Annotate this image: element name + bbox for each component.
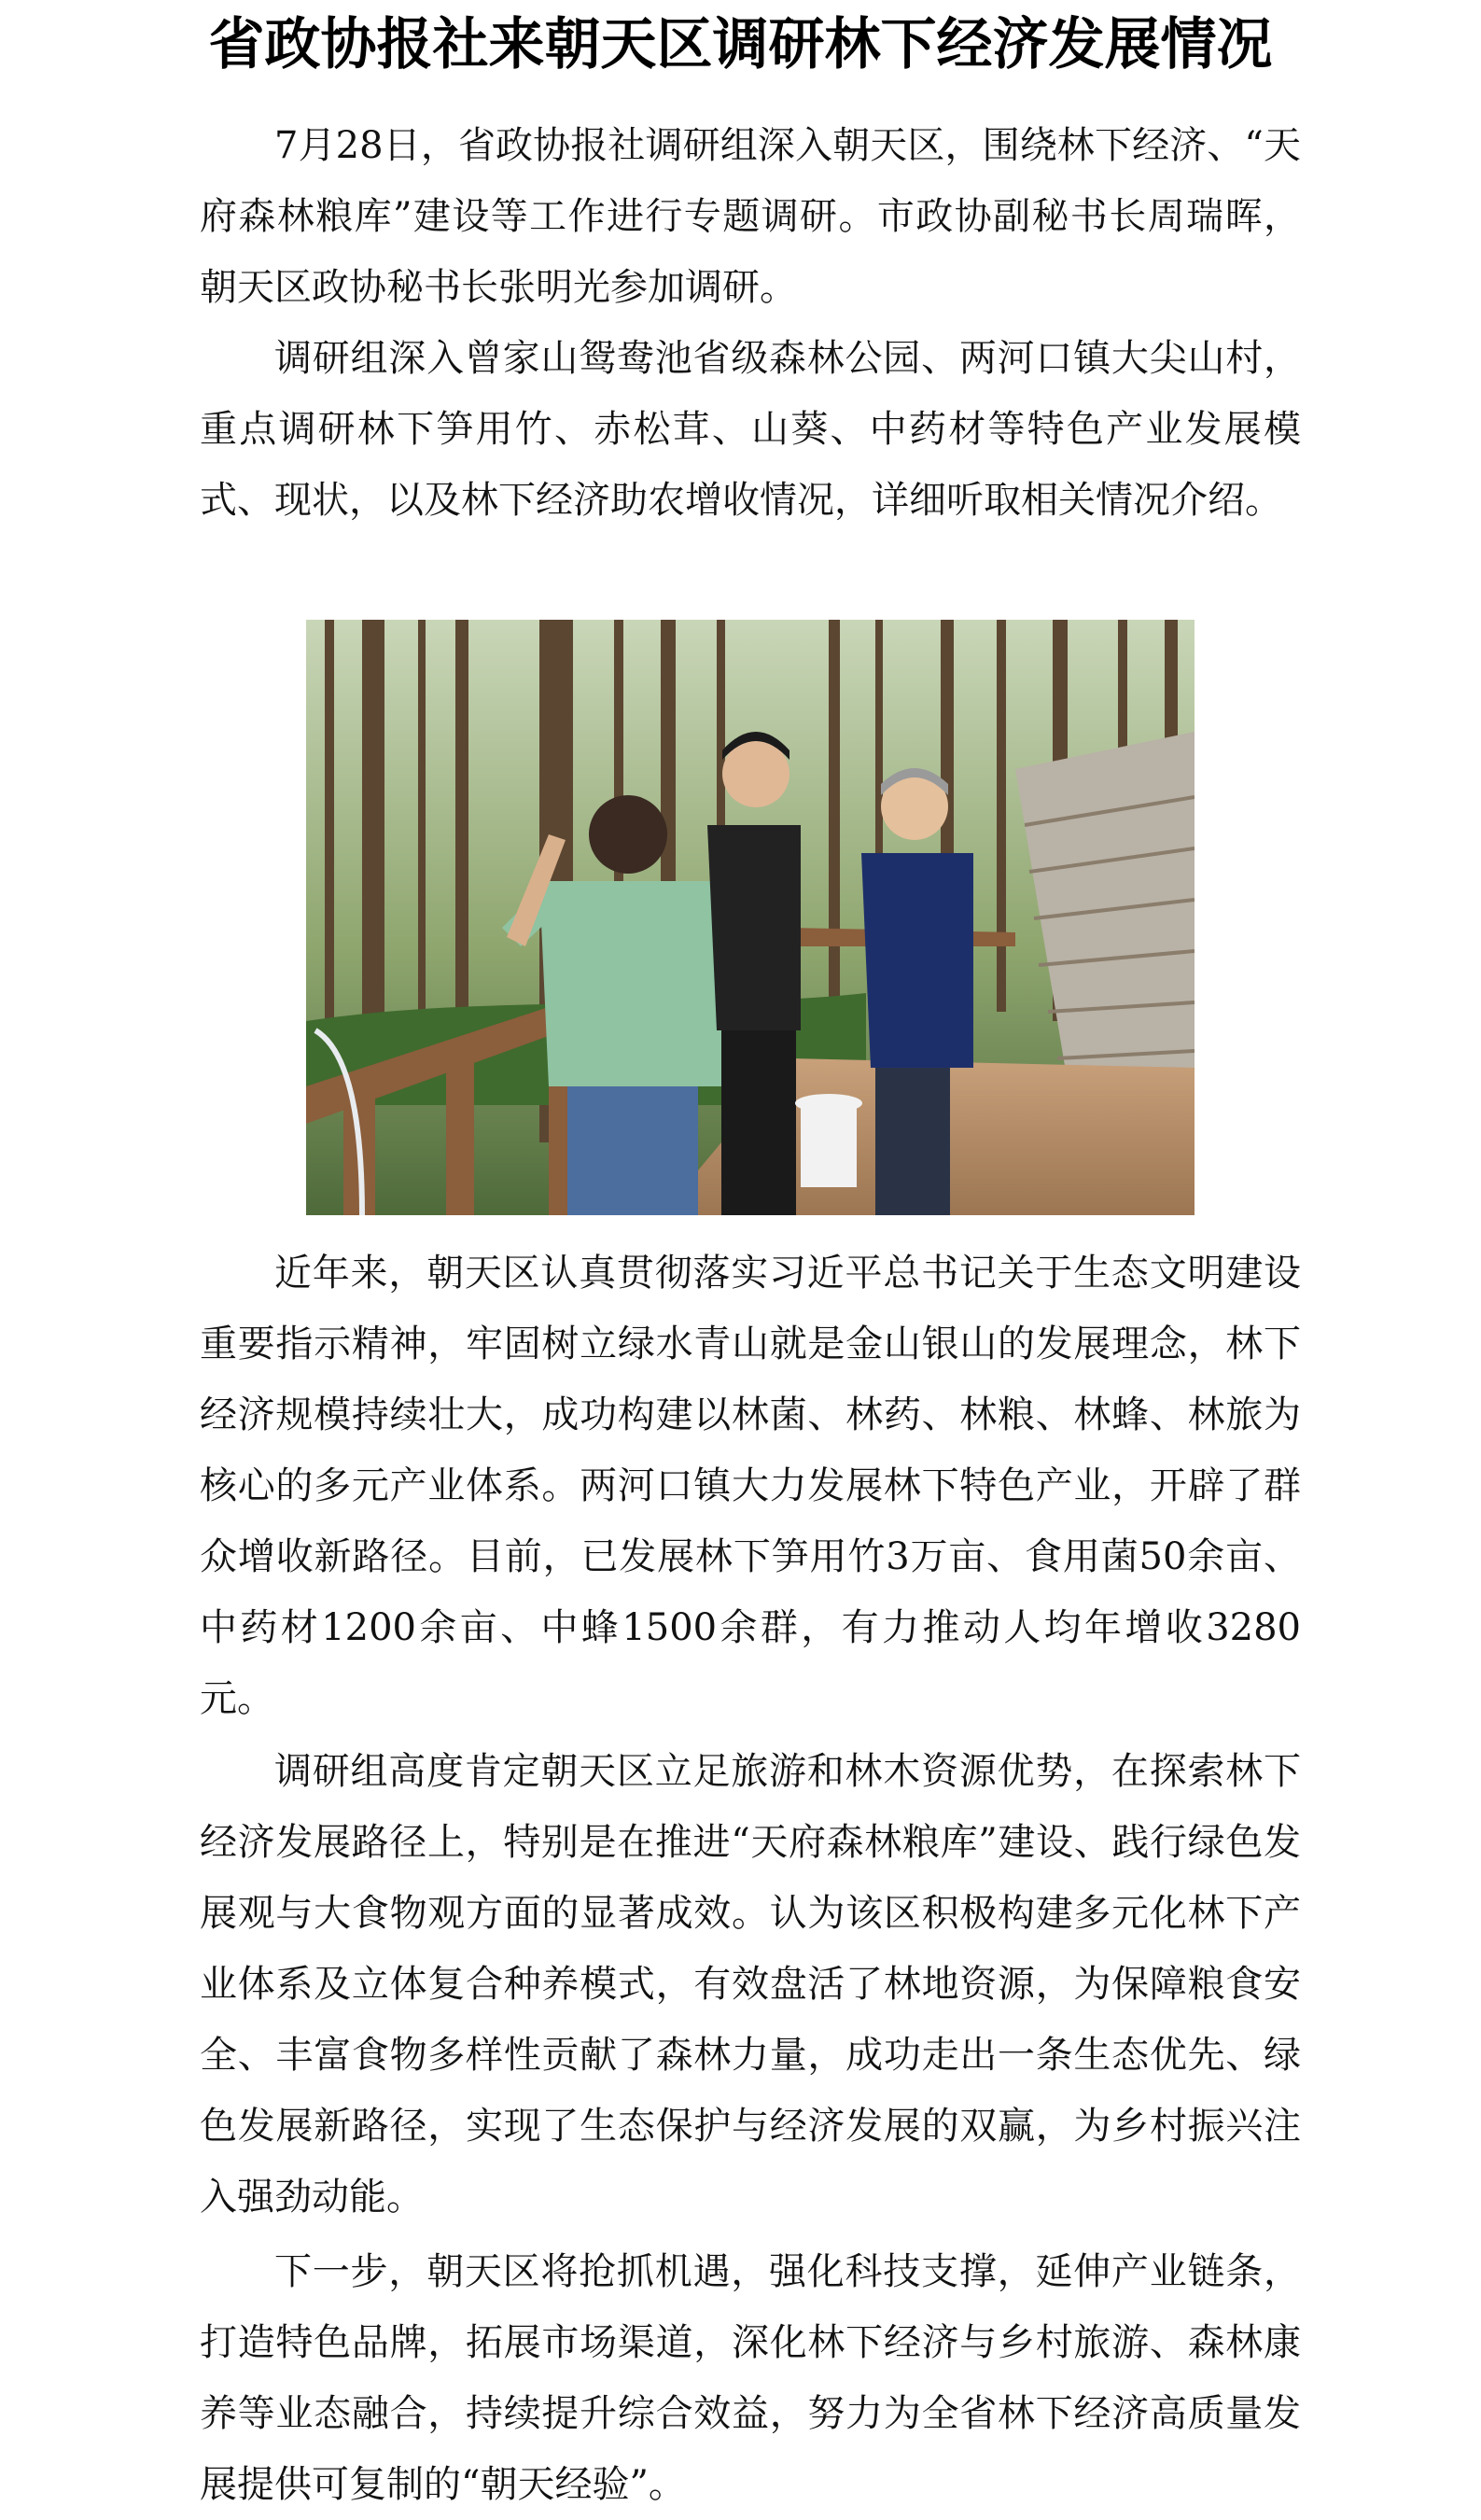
article-paragraph-4: 调研组高度肯定朝天区立足旅游和林木资源优势，在探索林下经济发展路径上，特别是在推进“天府森林粮库”建设、践行绿色发展观与大食物观方面的显著成效。认为该区积极构建多元化林下产业体系及立体复合种养模式，有效盘活了林地资源，为保障粮食安全、丰富食物多样性贡献了森林力量，成功走出一条生态优先、绿色发展新路径，实现了生态保护与经济发展的双赢，为乡村振兴注入强劲动能。 <box>200 1750 1301 2219</box>
paragraph-block-2 <box>200 323 1301 536</box>
article-photo <box>306 620 1195 1215</box>
article-paragraph-1: 7月28日，省政协报社调研组深入朝天区，围绕林下经济、“天府森林粮库”建设等工作进行专题调研。市政协副秘书长周瑞晖，朝天区政协秘书长张明光参加调研。 <box>200 124 1301 309</box>
article-paragraph-5: 下一步，朝天区将抢抓机遇，强化科技支撑，延伸产业链条，打造特色品牌，拓展市场渠道，深化林下经济与乡村旅游、森林康养等业态融合，持续提升综合效益，努力为全省林下经济高质量发展提供可复制的“朝天经验”。 <box>200 2250 1301 2506</box>
article-paragraph-3: 近年来，朝天区认真贯彻落实习近平总书记关于生态文明建设重要指示精神，牢固树立绿水青山就是金山银山的发展理念，林下经济规模持续壮大，成功构建以林菌、林药、林粮、林蜂、林旅为核心的多元产业体系。两河口镇大力发展林下特色产业，开辟了群众增收新路径。目前，已发展林下笋用竹3万亩、食用菌50余亩、中药材1200余亩、中蜂1500余群，有力推动人均年增收3280元。 <box>200 1252 1301 1720</box>
paragraph-block-3 <box>200 1238 1301 1734</box>
article-paragraph-2: 调研组深入曾家山鸳鸯池省级森林公园、两河口镇大尖山村，重点调研林下笋用竹、赤松茸、山葵、中药材等特色产业发展模式、现状，以及林下经济助农增收情况，详细听取相关情况介绍。 <box>200 337 1301 522</box>
paragraph-block-1 <box>200 110 1301 323</box>
article-title: 省政协报社来朝天区调研林下经济发展情况 <box>208 12 1273 77</box>
paragraph-block-4 <box>200 1736 1301 2233</box>
paragraph-block-5 <box>200 2236 1301 2520</box>
